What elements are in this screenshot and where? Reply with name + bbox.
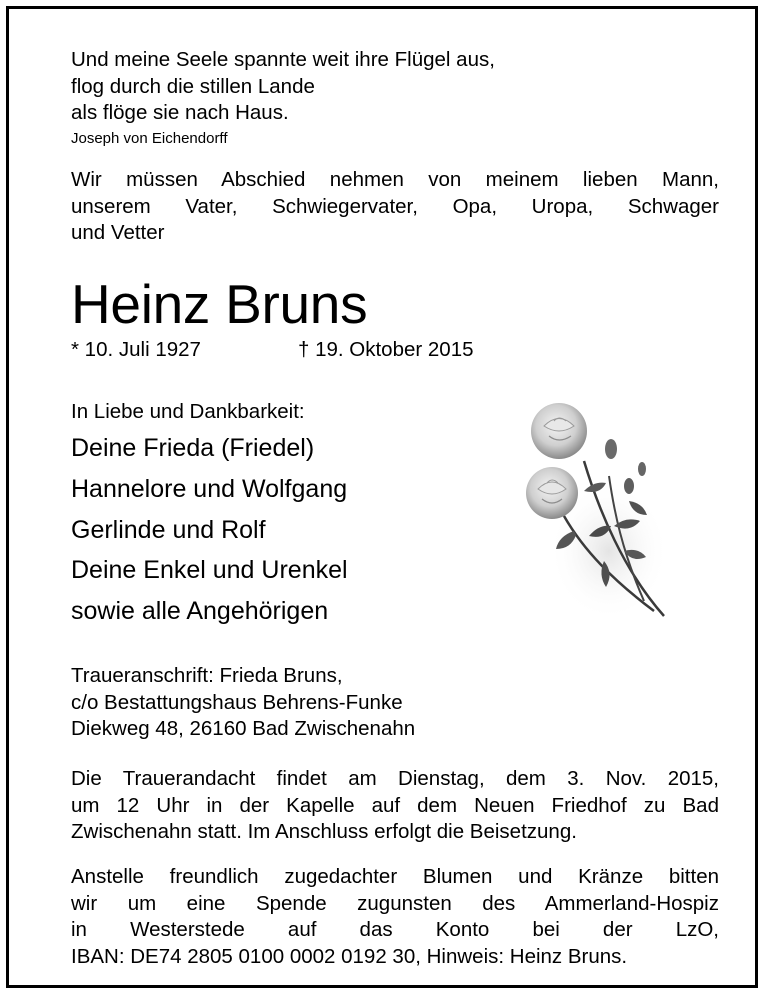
poem-line: als flöge sie nach Haus. xyxy=(71,101,289,124)
farewell-intro xyxy=(71,167,719,247)
intro-line: und Vetter xyxy=(71,221,165,244)
address-line: c/o Bestattungshaus Behrens-Funke xyxy=(71,690,403,714)
donation-notice xyxy=(71,864,719,970)
poem-author: Joseph von Eichendorff xyxy=(71,130,228,147)
intro-line: Wir müssen Abschied nehmen von meinem lieben Mann, xyxy=(71,168,719,191)
donation-line: Anstelle freundlich zugedachter Blumen und Kränze bitten xyxy=(71,865,719,888)
obituary-frame xyxy=(6,6,758,988)
poem-quote xyxy=(71,47,495,127)
deceased-name: Heinz Bruns xyxy=(71,273,368,335)
donation-line: IBAN: DE74 2805 0100 0002 0192 30, Hinweis: Heinz Bruns. xyxy=(71,944,628,968)
intro-line: unserem Vater, Schwiegervater, Opa, Uropa, Schwager xyxy=(71,194,719,218)
mourner-name: Hannelore und Wolfgang xyxy=(71,475,348,503)
mourner-name: sowie alle Angehörigen xyxy=(71,597,329,625)
service-line: Die Trauerandacht findet am Dienstag, dem 3. Nov. 2015, xyxy=(71,767,719,790)
mourner-name: Deine Frieda (Friedel) xyxy=(71,434,315,462)
service-line: um 12 Uhr in der Kapelle auf dem Neuen Friedhof zu Bad xyxy=(71,793,719,817)
birth-date: * 10. Juli 1927 xyxy=(71,338,201,361)
poem-line: flog durch die stillen Lande xyxy=(71,74,315,98)
address-line: Traueranschrift: Frieda Bruns, xyxy=(71,664,343,687)
mourning-address xyxy=(71,663,415,743)
death-date: † 19. Oktober 2015 xyxy=(298,338,474,361)
address-line: Diekweg 48, 26160 Bad Zwischenahn xyxy=(71,717,416,740)
mourner-name: Deine Enkel und Urenkel xyxy=(71,556,348,584)
donation-line: wir um eine Spende zugunsten des Ammerland-Hospiz xyxy=(71,891,719,915)
mourner-name: Gerlinde und Rolf xyxy=(71,516,266,544)
service-notice xyxy=(71,766,719,846)
service-line: Zwischenahn statt. Im Anschluss erfolgt die Beisetzung. xyxy=(71,820,577,843)
mourners-heading: In Liebe und Dankbarkeit: xyxy=(71,400,305,423)
rose-illustration xyxy=(514,401,674,621)
poem-line: Und meine Seele spannte weit ihre Flügel aus, xyxy=(71,48,495,71)
donation-line: in Westerstede auf das Konto bei der LzO, xyxy=(71,918,719,941)
